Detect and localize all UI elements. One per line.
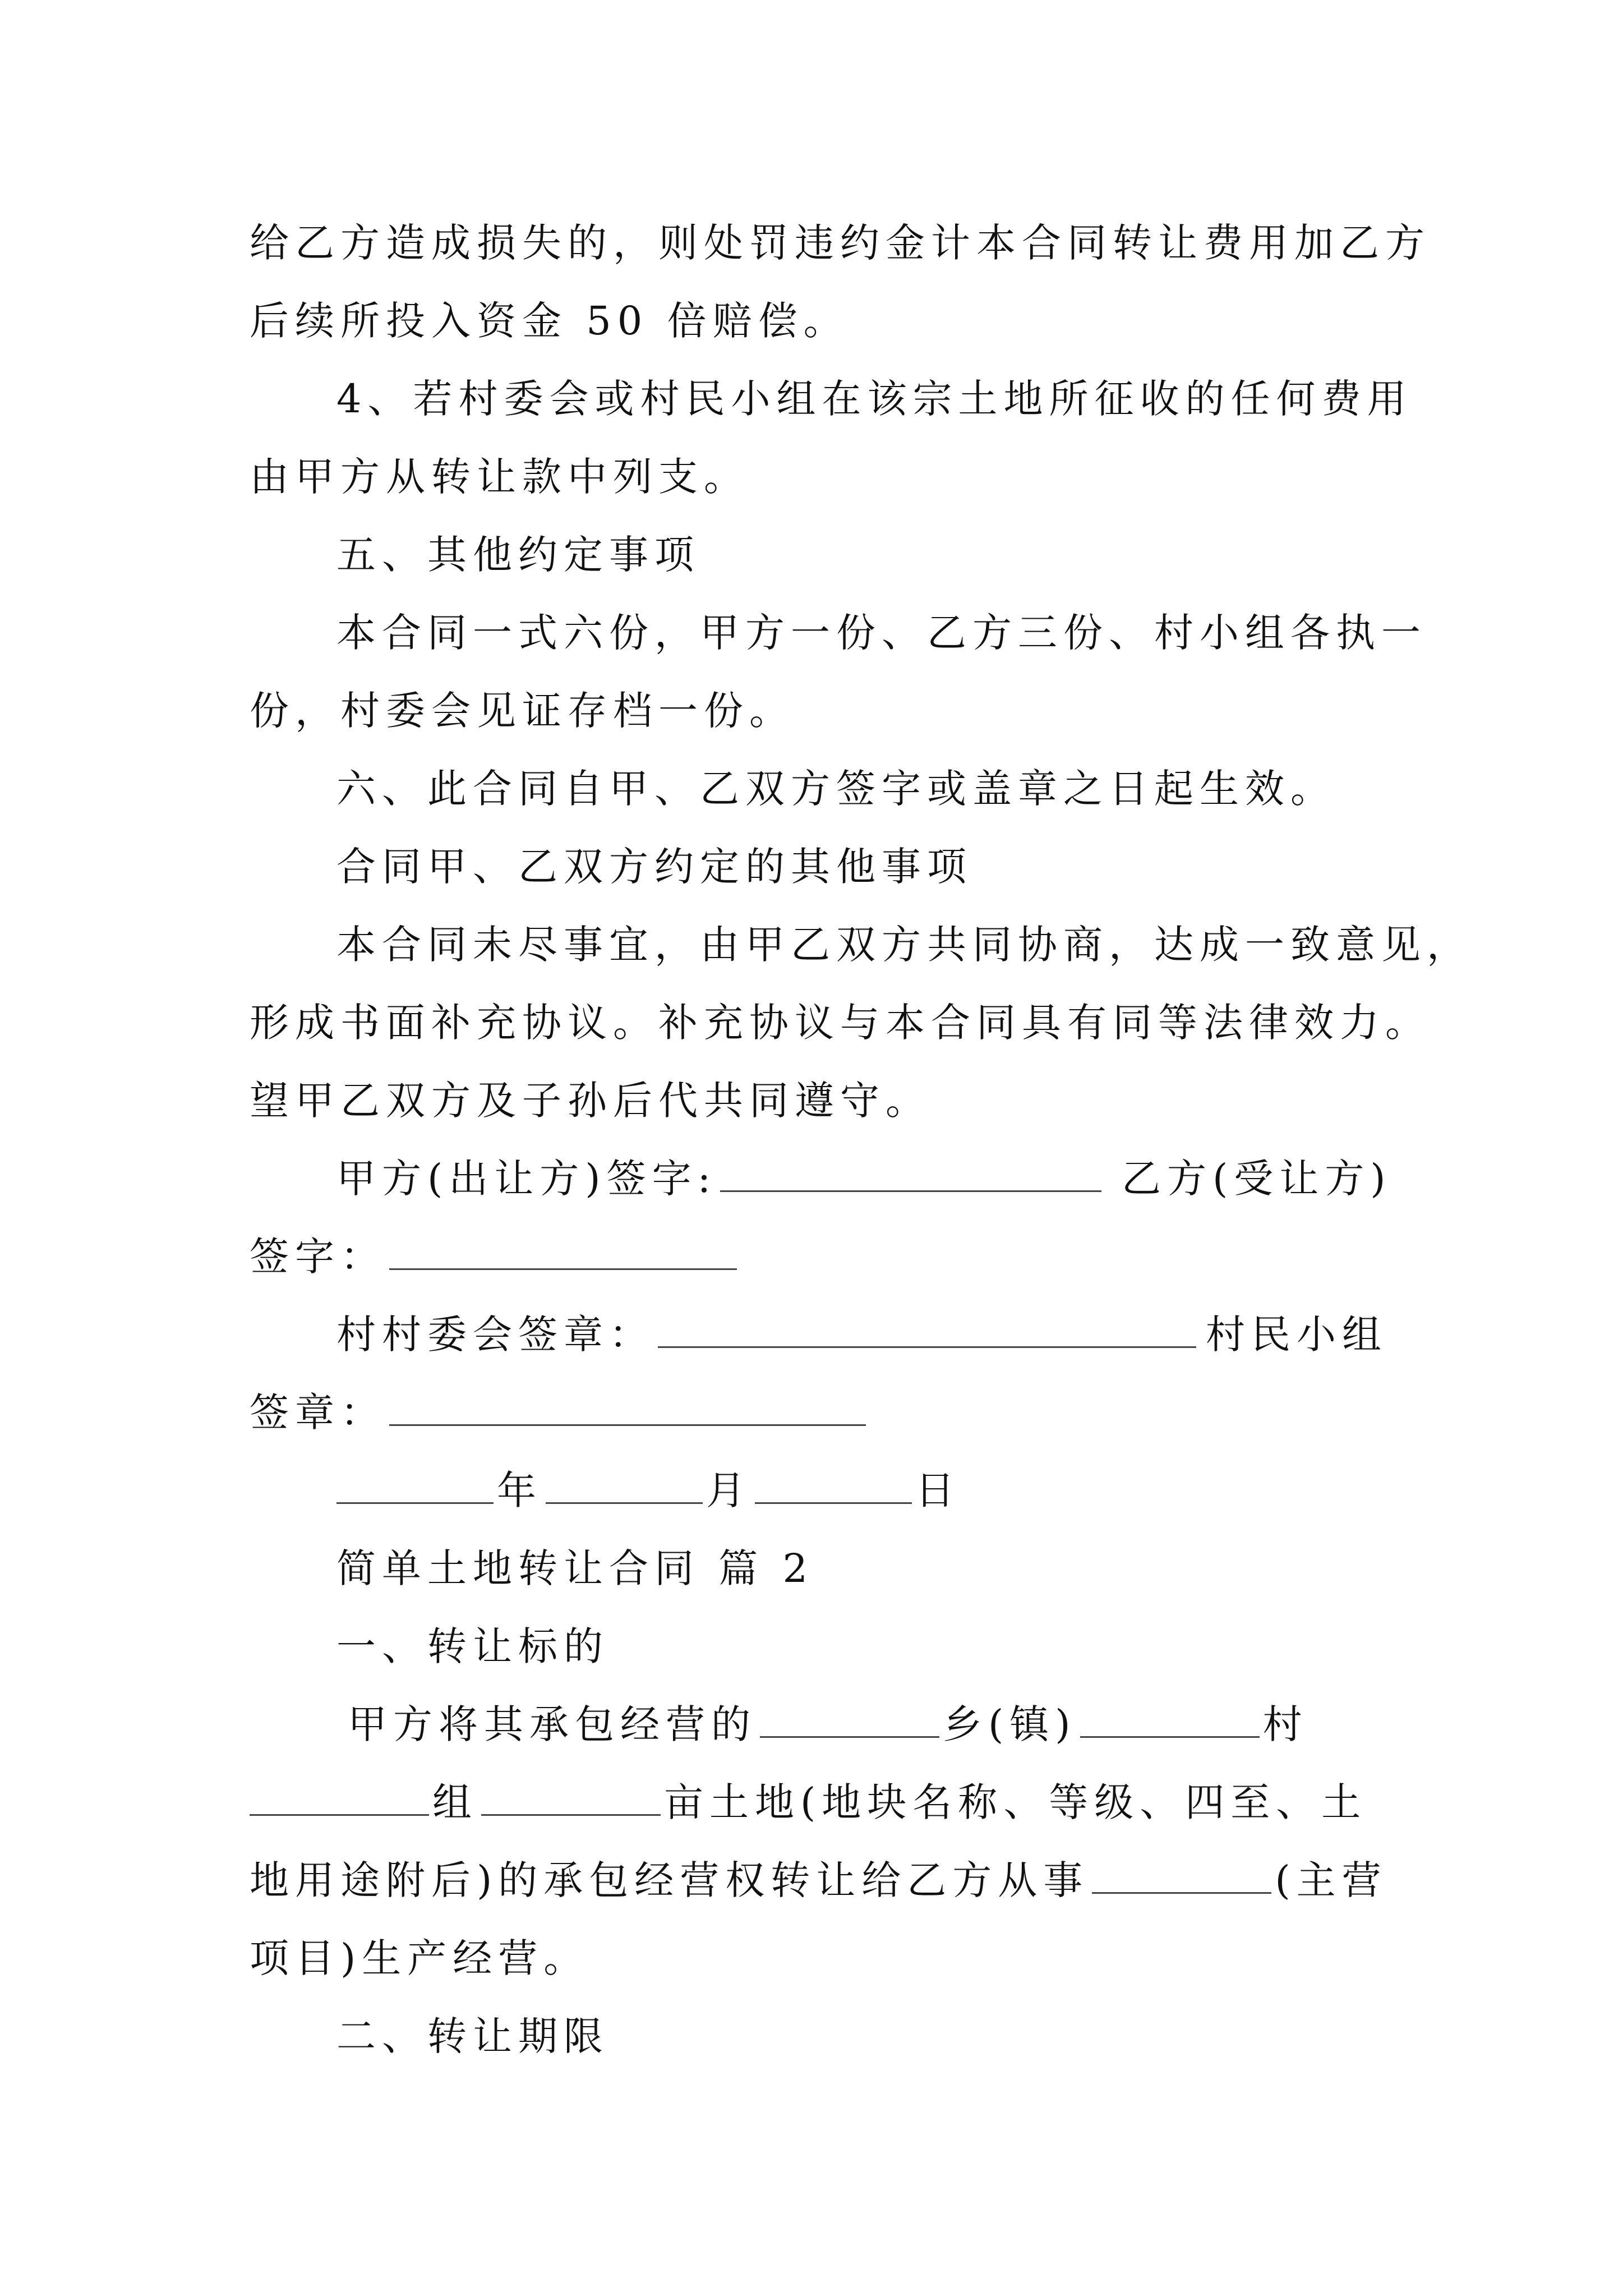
party-b-sign-label-2: 签字： [250,1234,386,1280]
villager-group-label: 村民小组 [1206,1312,1387,1358]
section-heading: 合同甲、乙双方约定的其他事项 [336,844,972,890]
paragraph-line [348,1701,1308,1747]
party-a-signature-blank [720,1190,1101,1192]
group-blank [250,1814,429,1816]
month-blank [546,1502,703,1504]
day-label: 日 [915,1467,961,1513]
township-blank [760,1736,939,1738]
date-line [336,1467,961,1513]
village-committee-seal-label: 村村委会签章： [336,1312,654,1358]
year-label: 年 [497,1467,542,1513]
village-blank [1080,1736,1260,1738]
paragraph-line: 项目)生产经营。 [250,1935,589,1981]
section-heading: 一、转让标的 [336,1623,609,1669]
signature-line-party-b [250,1234,740,1280]
text-fragment: 组 [432,1779,478,1825]
villager-group-seal-blank [389,1424,866,1426]
section-title: 简单土地转让合同 篇 2 [336,1545,814,1591]
text-fragment: (主营 [1275,1857,1387,1903]
paragraph-line: 形成书面补充协议。补充协议与本合同具有同等法律效力。 [250,1000,1431,1046]
year-blank [336,1502,494,1504]
day-blank [755,1502,912,1504]
acreage-blank [481,1814,661,1816]
paragraph-line: 由甲方从转让款中列支。 [250,454,749,500]
paragraph-line: 给乙方造成损失的，则处罚违约金计本合同转让费用加乙方 [250,220,1431,266]
month-label: 月 [706,1467,751,1513]
paragraph-line [250,1857,1387,1903]
paragraph-line: 望甲乙双方及子孙后代共同遵守。 [250,1078,931,1124]
paragraph-line [250,1779,1367,1825]
text-fragment: 甲方将其承包经营的 [348,1701,757,1747]
paragraph-line: 4、若村委会或村民小组在该宗土地所征收的任何费用 [336,376,1413,422]
text-fragment: 地用途附后)的承包经营权转让给乙方从事 [250,1857,1089,1903]
paragraph-line: 本合同未尽事宜，由甲乙双方共同协商，达成一致意见， [336,922,1472,968]
section-heading: 五、其他约定事项 [336,532,700,578]
paragraph-line: 后续所投入资金 50 倍赔偿。 [250,298,849,344]
text-fragment: 亩土地(地块名称、等级、四至、土 [664,1779,1367,1825]
section-heading: 六、此合同自甲、乙双方签字或盖章之日起生效。 [336,766,1336,812]
signature-line-villager-group [250,1389,869,1435]
paragraph-line: 本合同一式六份，甲方一份、乙方三份、村小组各执一 [336,610,1427,656]
business-blank [1092,1892,1271,1894]
signature-line-party-a [336,1156,1105,1202]
text-fragment: 村 [1262,1701,1308,1747]
villager-group-seal-label: 签章： [250,1389,386,1435]
paragraph-line: 份，村委会见证存档一份。 [250,688,795,734]
signature-line-village-committee [336,1312,1200,1358]
party-a-sign-label: 甲方(出让方)签字: [336,1156,717,1202]
text-fragment: 乡(镇) [943,1701,1077,1747]
section-heading: 二、转让期限 [336,2013,609,2059]
party-b-signature-blank [389,1268,737,1270]
party-b-sign-label: 乙方(受让方) [1122,1156,1392,1202]
village-committee-seal-blank [658,1346,1196,1348]
